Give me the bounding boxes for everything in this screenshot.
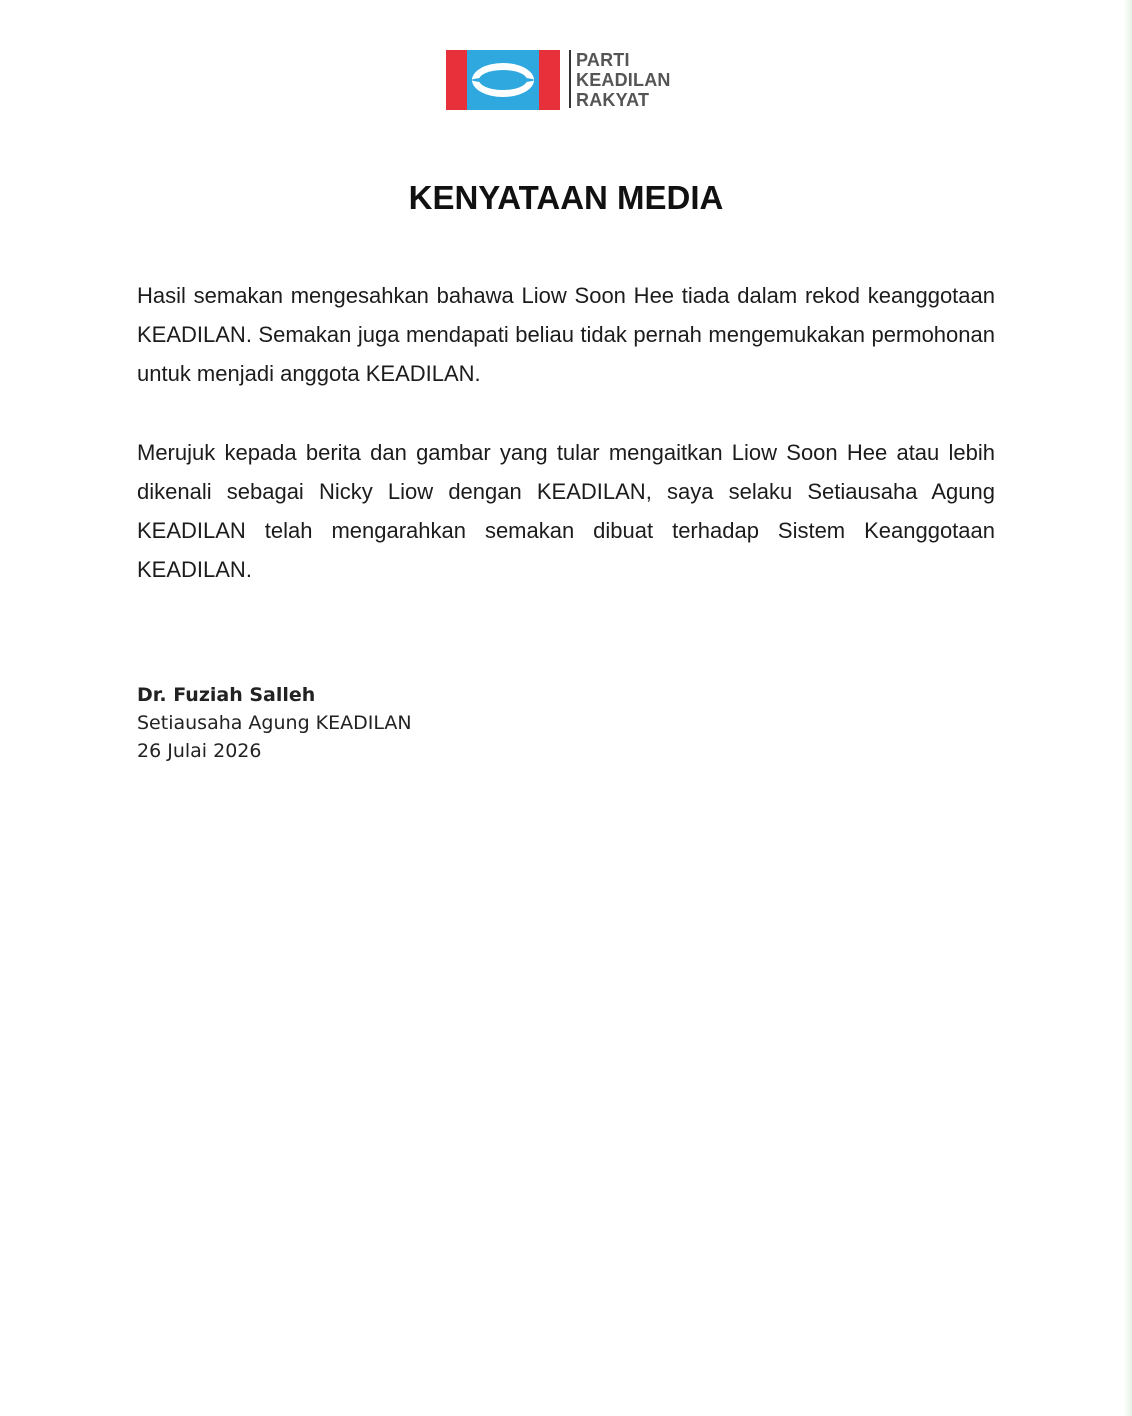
signatory-name: Dr. Fuziah Salleh (137, 684, 316, 706)
logo-wordmark (576, 50, 671, 110)
signatory-position: Setiausaha Agung KEADILAN (137, 712, 412, 734)
document-title: KENYATAAN MEDIA (408, 179, 724, 216)
logo-word: RAKYAT (576, 90, 650, 110)
party-logo (446, 50, 671, 110)
logo-word: KEADILAN (576, 70, 671, 90)
statement-date: 26 Julai 2026 (137, 740, 262, 762)
paragraph: Merujuk kepada berita dan gambar yang tular mengaitkan Liow Soon Hee atau lebih dikenali sebagai Nicky Liow dengan KEADILAN, saya selaku Setiausaha Agung KEADILAN telah mengarahkan semakan dibuat terhadap Sistem Keanggotaan KEADILAN. (137, 440, 995, 582)
logo-word: PARTI (576, 50, 630, 70)
paragraph: Hasil semakan mengesahkan bahawa Liow Soon Hee tiada dalam rekod keanggotaan KEADILAN. Semakan juga mendapati beliau tidak pernah mengemukakan permohonan untuk menjadi anggota KEADILAN. (137, 283, 995, 386)
signature-block (137, 681, 412, 765)
logo-divider (569, 50, 571, 108)
party-logo-icon (446, 50, 560, 110)
